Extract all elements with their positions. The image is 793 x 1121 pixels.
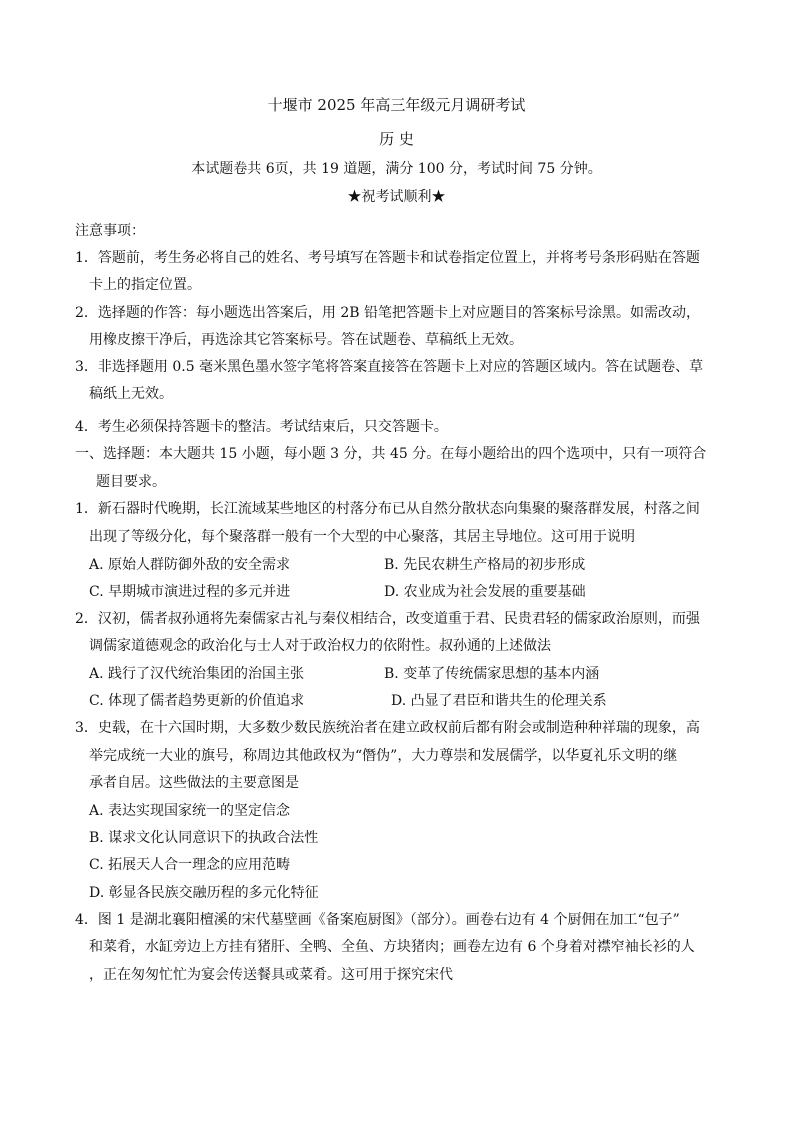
question-1-option-d: D. 农业成为社会发展的重要基础 xyxy=(384,584,586,600)
question-1-line-2: 出现了等级分化，每个聚落群一般有一个大型的中心聚落，其居主导地位。这可用于说明 xyxy=(89,529,635,545)
notice-heading: 注意事项： xyxy=(75,223,145,239)
notice-item-3-line-1: 3．非选择题用 0.5 毫米黑色墨水签字笔将答案直接答在答题卡上对应的答题区域内。答在试题卷、草 xyxy=(75,359,704,375)
notice-item-2-line-1: 2．选择题的作答：每小题选出答案后，用 2B 铅笔把答题卡上对应题目的答案标号涂黑。如需改动， xyxy=(75,305,701,321)
question-4-line-1: 4．图 1 是湖北襄阳檀溪的宋代墓壁画《备案庖厨图》（部分）。画卷右边有 4 个厨佣在加工“包子” xyxy=(75,912,680,928)
question-2-line-1: 2．汉初，儒者叔孙通将先秦儒家古礼与秦仪相结合，改变道重于君、民贵君轻的儒家政治原则，而强 xyxy=(75,611,700,627)
question-1-line-1: 1．新石器时代晚期，长江流域某些地区的村落分布已从自然分散状态向集聚的聚落群发展，村落之间 xyxy=(75,501,700,517)
question-2-option-b: B. 变革了传统儒家思想的基本内涵 xyxy=(384,666,600,682)
question-2-option-a: A. 践行了汉代统治集团的治国主张 xyxy=(89,666,305,682)
question-3-line-3: 承者自居。这些做法的主要意图是 xyxy=(89,775,299,791)
question-2-option-c: C. 体现了儒者趋势更新的价值追求 xyxy=(89,693,305,709)
question-3-line-2: 举完成统一大业的旗号，称周边其他政权为“僭伪”，大力尊崇和发展儒学，以华夏礼乐文明的继 xyxy=(89,748,678,764)
question-3-line-1: 3．史载，在十六国时期，大多数少数民族统治者在建立政权前后都有附会或制造种种祥瑞的现象，高 xyxy=(75,720,700,736)
notice-item-1-line-1: 1．答题前，考生务必将自己的姓名、考号填写在答题卡和试卷指定位置上，并将考号条形码贴在答题 xyxy=(75,250,700,266)
question-3-option-b: B. 谋求文化认同意识下的执政合法性 xyxy=(89,830,319,846)
question-2-option-d: D. 凸显了君臣和谐共生的伦理关系 xyxy=(391,693,607,709)
notice-item-3-line-2: 稿纸上无效。 xyxy=(89,386,173,402)
notice-item-4: 4．考生必须保持答题卡的整洁。考试结束后，只交答题卡。 xyxy=(75,419,448,435)
exam-info: 本试题卷共 6页，共 19 道题，满分 100 分，考试时间 75 分钟。 xyxy=(191,161,602,177)
question-4-line-3: ，正在匆匆忙忙为宴会传送餐具或菜肴。这可用于探究宋代 xyxy=(89,967,453,983)
notice-item-1-line-2: 卡上的指定位置。 xyxy=(89,277,201,293)
question-2-line-2: 调儒家道德观念的政治化与士人对于政治权力的依附性。叔孙通的上述做法 xyxy=(89,638,551,654)
blessing: ★祝考试顺利★ xyxy=(347,189,446,205)
question-1-option-a: A. 原始人群防御外敌的安全需求 xyxy=(89,557,291,573)
question-1-option-b: B. 先民农耕生产格局的初步形成 xyxy=(384,557,586,573)
question-3-option-a: A. 表达实现国家统一的坚定信念 xyxy=(89,803,291,819)
question-3-option-d: D. 彰显各民族交融历程的多元化特征 xyxy=(89,885,319,901)
question-1-option-c: C. 早期城市演进过程的多元并进 xyxy=(89,584,291,600)
section1-line-1: 一、选择题：本大题共 15 小题，每小题 3 分，共 45 分。在每小题给出的四个选项中，只有一项符合 xyxy=(75,446,707,462)
exam-title: 十堰市 2025 年高三年级元月调研考试 xyxy=(267,96,526,114)
section1-line-2: 题目要求。 xyxy=(96,474,166,490)
subject-title: 历 史 xyxy=(379,130,414,148)
question-3-option-c: C. 拓展天人合一理念的应用范畴 xyxy=(89,857,291,873)
notice-item-2-line-2: 用橡皮擦干净后，再选涂其它答案标号。答在试题卷、草稿纸上无效。 xyxy=(89,332,523,348)
question-4-line-2: 和菜肴，水缸旁边上方挂有猪肝、全鸭、全鱼、方块猪肉；画卷左边有 6 个身着对襟窄袖长衫的人 xyxy=(89,939,695,955)
